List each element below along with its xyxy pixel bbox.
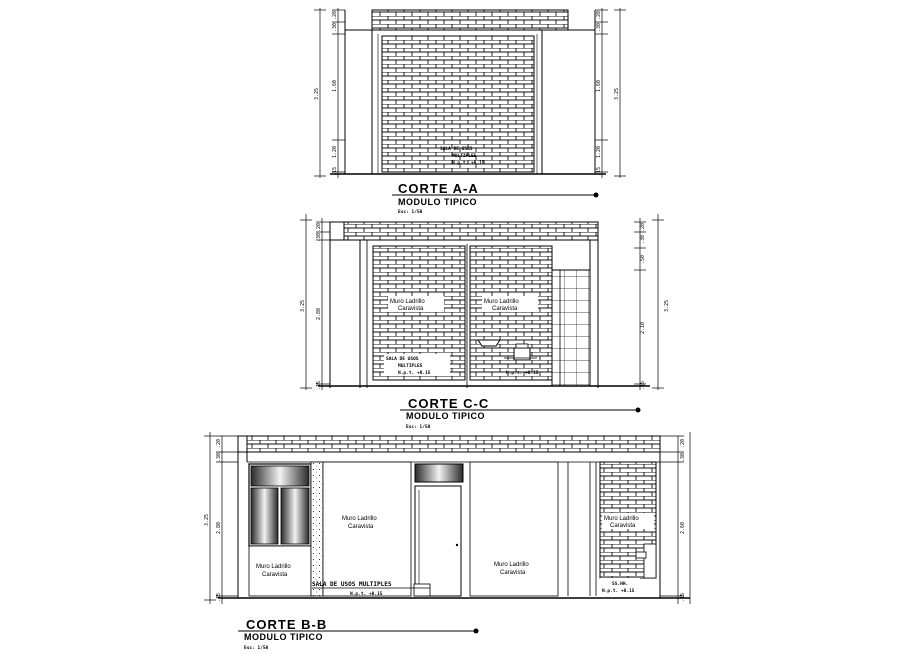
section-scale-b: Esc: 1/50 [244,646,269,651]
dim-a-left-120: 1.20 [332,145,338,158]
door-transom [415,464,463,482]
dim-b-left-280: 2.80 [216,521,222,534]
beam-b [247,436,660,452]
dim-a-left-20: .20 [332,10,338,20]
room-label-c-2: MULTIPLES [398,364,423,369]
beam-c [344,222,598,240]
section-title-b: CORTE B-B [246,617,328,632]
dim-b-right-30: .30 [680,452,686,462]
section-scale-a: Esc: 1/50 [398,210,423,215]
room-label-b: SALA DE USOS MULTIPLES [312,581,392,588]
dim-b-right-20: .20 [680,438,686,448]
wall-label-b3b: Caravista [500,570,526,576]
dim-a-right-30: .30 [596,22,602,32]
section-c-c [300,214,670,430]
dim-a-left-30: .30 [332,22,338,32]
section-b-b [204,432,690,651]
wall-label-b1b: Caravista [348,524,374,530]
room-label-sshh: SS.HH. [612,582,629,587]
section-title-c: CORTE C-C [408,396,490,411]
dim-b-right-15: .15 [680,592,686,602]
title-marker-b [474,629,479,634]
dim-b-left-15: .15 [216,592,222,602]
level-label-c2: N.p.t. +0.15 [506,371,539,376]
wall-label-c1b: Caravista [398,306,424,312]
section-subtitle-b: MODULO TIPICO [244,632,323,642]
dim-c-left-15: .15 [316,380,322,390]
dim-a-right-120: 1.20 [596,145,602,158]
dim-b-right-260: 2.60 [680,521,686,534]
beam-a [372,10,568,30]
dim-b-left-30: .30 [216,452,222,462]
wall-label-b3: Muro Ladrillo [494,562,529,568]
column-b [311,462,323,596]
dim-c-right-30: .30 [640,234,646,244]
brick-wall-c-right [470,246,552,380]
wall-label-b2: Muro Ladrillo [256,564,291,570]
dim-a-right-total: 3.25 [614,87,620,100]
dim-b-left-total: 3.25 [204,513,210,526]
wall-label-b4: Muro Ladrillo [604,516,639,522]
dim-c-left-280: 2.80 [316,307,322,320]
door-handle-icon [456,544,458,546]
dim-a-right-15: .15 [596,166,602,176]
dim-a-left-15: .15 [332,166,338,176]
wall-label-c1: Muro Ladrillo [390,299,425,305]
section-subtitle-a: MODULO TIPICO [398,197,477,207]
door-b [415,486,461,596]
wall-label-b4b: Caravista [610,523,636,529]
dim-c-right-total: 3.25 [664,299,670,312]
dim-a-right-160: 1.60 [596,79,602,92]
level-label-b: N.p.t. +0.15 [350,592,383,597]
wall-label-c2b: Caravista [492,306,518,312]
wall-label-c2: Muro Ladrillo [484,299,519,305]
dim-a-right-20: .20 [596,10,602,20]
section-title-a: CORTE A-A [398,181,479,196]
dim-c-right-50: .50 [640,254,646,264]
dim-c-right-15: .15 [640,380,646,390]
dim-c-left-total: 3.25 [300,299,306,312]
level-label-a: N.p.t. +0.15 [452,161,485,166]
tile-wall-c [552,270,590,386]
section-scale-c: Esc: 1/50 [406,425,431,430]
dim-b-left-20: .20 [216,438,222,448]
level-label-c1: N.p.t. +0.15 [398,371,431,376]
wall-label-b2b: Caravista [262,572,288,578]
wall-label-b1: Muro Ladrillo [342,516,377,522]
sink-icon [478,340,500,346]
dim-c-left-30: .30 [316,232,322,242]
title-marker-a [594,193,599,198]
dim-a-left-total: 3.25 [314,87,320,100]
level-label-sshh: N.p.t. +0.15 [602,589,635,594]
section-subtitle-c: MODULO TIPICO [406,411,485,421]
dim-a-left-160: 1.60 [332,79,338,92]
dim-c-left-20: .20 [316,222,322,232]
room-label-a: SALA DE USOS [440,147,473,152]
dim-c-right-20: .20 [640,222,646,232]
dim-c-right-210: 2.10 [640,321,646,334]
room-label-a-2: MULTIPLES [452,154,477,159]
title-marker-c [636,408,641,413]
section-a-a [314,8,626,215]
room-label-c: SALA DE USOS [386,357,419,362]
